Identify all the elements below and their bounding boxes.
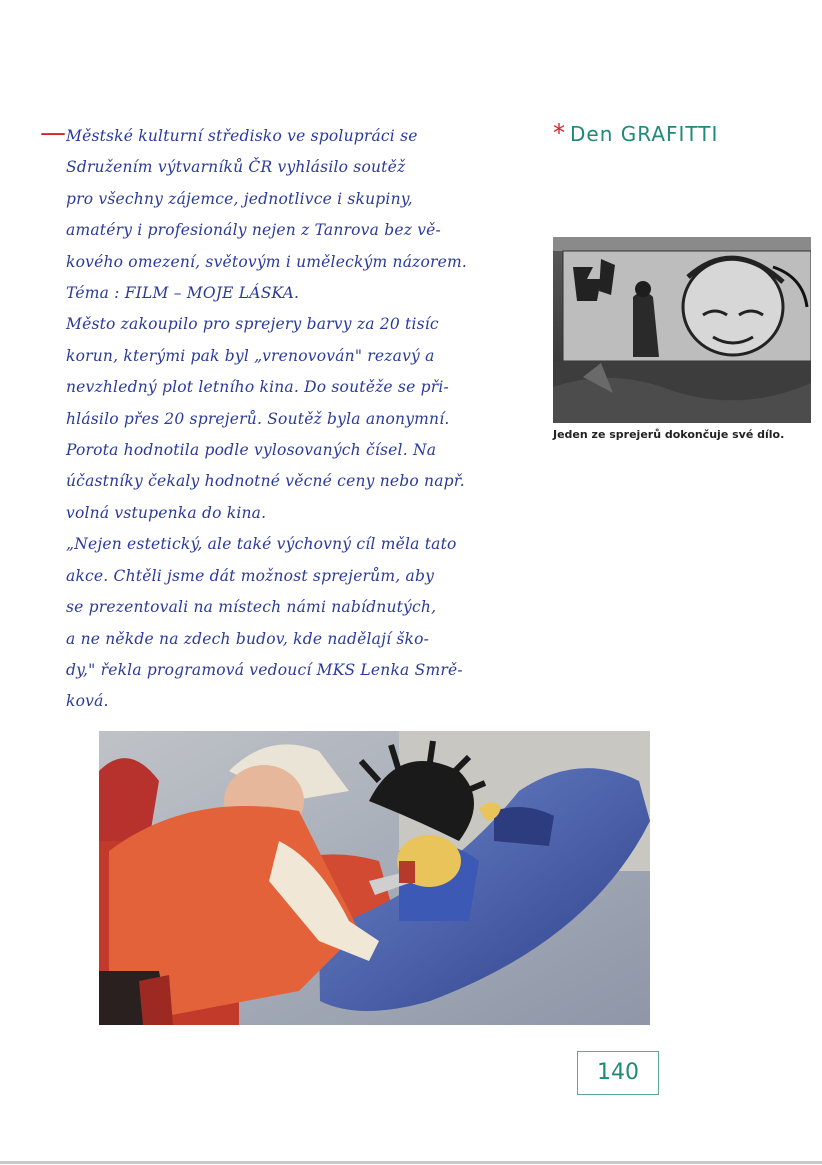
photo-caption: Jeden ze sprejerů dokončuje své dílo. [553,423,811,447]
article-line: Sdružením výtvarníků ČR vyhlásilo soutěž [66,158,406,177]
article-line: a ne někde na zdech budov, kde nadělají ško- [66,629,430,648]
article-line: Městské kulturní středisko ve spolupráci se [66,127,418,145]
article-line: amatéry i profesionály nejen z Tanrova bez vě- [66,221,441,240]
page-heading [553,119,718,147]
graffiti-wall-photo [553,237,811,423]
asterisk-icon: * [553,119,566,147]
bullet-dash: — [40,118,67,148]
graffiti-artist-photo [99,731,650,1025]
article-line: akce. Chtěli jsme dát možnost sprejerům, aby [66,566,435,585]
spray-painting-image [99,731,650,1025]
handwritten-article [66,121,536,718]
article-line: Porota hodnotila podle vylosovaných čísel. Na [66,441,437,460]
article-line: účastníky čekaly hodnotné věcné ceny nebo např. [66,472,465,491]
article-line: nevzhledný plot letního kina. Do soutěže se při- [66,378,449,397]
article-line: se prezentovali na místech námi nabídnutých, [66,598,437,617]
article-line: ková. [66,692,109,711]
page-edge-divider [0,1161,822,1164]
article-line: volná vstupenka do kina. [66,503,267,522]
article-line: Město zakoupilo pro sprejery barvy za 20 tisíc [66,315,439,334]
article-line: dy," řekla programová vedoucí MKS Lenka Smrě- [66,660,463,679]
article-line: „Nejen estetický, ale také výchovný cíl měla tato [66,535,457,554]
article-line: Téma : FILM – MOJE LÁSKA. [66,284,300,303]
article-line: kového omezení, světovým i uměleckým názorem. [66,252,468,271]
article-line: korun, kterými pak byl „vrenovován" rezavý a [66,346,435,365]
article-line: hlásilo přes 20 sprejerů. Soutěž byla anonymní. [66,409,450,428]
article-line: pro všechny zájemce, jednotlivce i skupiny, [66,189,413,208]
heading-text: Den GRAFITTI [570,122,719,146]
newspaper-clipping-photo [553,237,811,447]
page-number: 140 [577,1051,659,1095]
